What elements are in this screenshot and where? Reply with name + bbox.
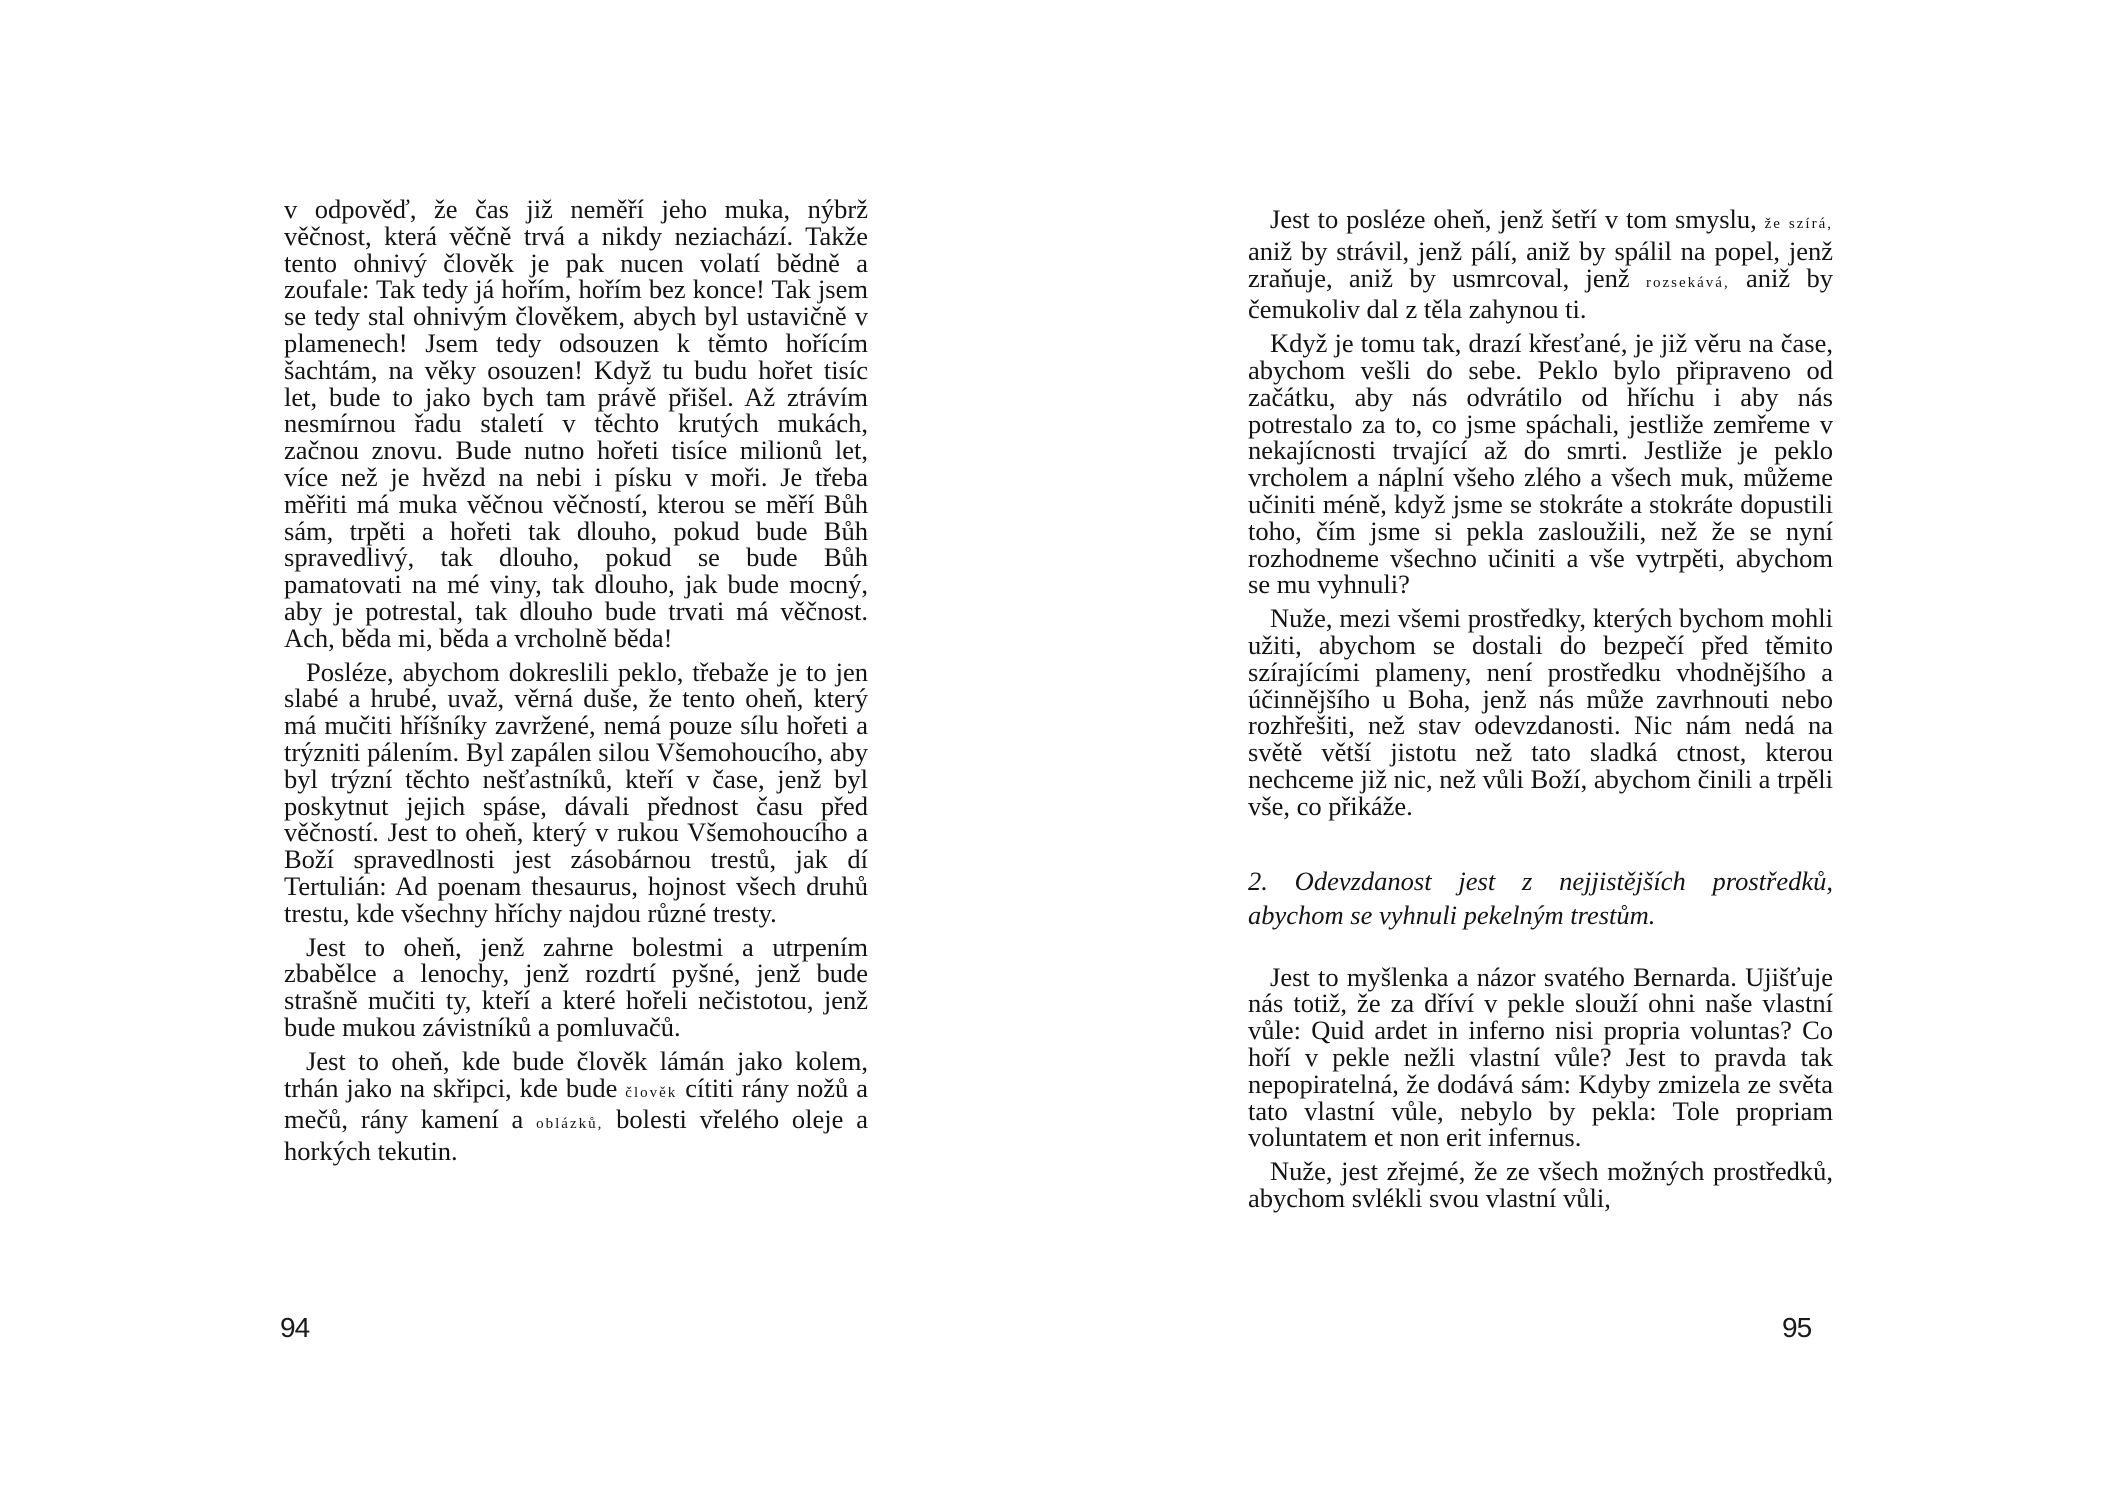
paragraph: Jest to oheň, jenž zahrne bolestmi a utrpením zbabělce a lenochy, jenž rozdrtí pyšné, jenž bude strašně mučiti ty, kteří a které hořeli nečistotou, jenž bude mukou závistníků a pomluvačů. <box>284 931 868 1042</box>
paragraph <box>284 1045 869 1167</box>
right-page <box>1058 0 2116 1500</box>
text-run: aniž by čemukoliv dal z těla zahynou ti. <box>1248 262 1833 325</box>
paragraph: Nuže, mezi všemi prostředky, kterých bychom mohli užiti, abychom se dostali do bezpečí před těmito szírajícími plameny, není prostředku vhodnějšího a účinnějšího u Boha, jenž nás může zavrhnouti nebo rozhřešiti, než stav odevzdanosti. Nic nám nedá na světě větší jistotu než tato sladká ctnost, kterou nechceme již nic, než vůli Boží, abychom činili a trpěli vše, co přikáže. <box>1248 603 1833 821</box>
page-number: 94 <box>280 1312 310 1343</box>
text-run: Jest to oheň, kde bude člověk lámán jako kolem, trhán jako na skřipci, kde bude <box>284 1045 868 1103</box>
right-text-column <box>1248 206 1833 1212</box>
paragraph: Nuže, jest zřejmé, že ze všech možných prostředků, abychom svlékli svou vlastní vůli, <box>1248 1156 1833 1213</box>
paragraph: Posléze, abychom dokreslili peklo, třebaže je to jen slabé a hrubé, uvaž, věrná duše, že tento oheň, který má mučiti hříšníky zavržené, nemá pouze sílu hořeti a trýzniti pálením. Byl zapálen silou Všemohoucího, aby byl trýzní těchto nešťastníků, kteří v čase, jenž byl poskytnut jejich spáse, dávali přednost času před věčností. Jest to oheň, který v rukou Všemohoucího a Boží spravedlnosti jest zásobárnou trestů, jak dí Tertulián: Ad poenam thesaurus, hojnost všech druhů trestu, kde všechny hříchy najdou různé tresty. <box>284 656 868 928</box>
paragraph <box>1248 206 1833 323</box>
small-spaced-word: že szírá, <box>1764 216 1833 232</box>
small-spaced-word: rozsekává, <box>1646 274 1730 291</box>
text-run: bolesti vřelého oleje a horkých tekutin. <box>284 1104 869 1167</box>
small-spaced-word: člověk <box>625 1084 678 1101</box>
paragraph: Jest to myšlenka a názor svatého Bernarda. Ujišťuje nás totiž, že za dříví v pekle slouží ohni naše vlastní vůle: Quid ardet in inferno nisi propria voluntas? Co hoří v pekle nežli vlastní vůle? Jest to pravda tak nepopiratelná, že dodává sám: Kdyby zmizela ze světa tato vlastní vůle, nebylo by pekla: Tole propriam voluntatem et non erit infernus. <box>1248 961 1833 1153</box>
left-text-column <box>284 196 868 1165</box>
text-run: aniž by strávil, jenž pálí, aniž by spálil na popel, jenž zraňuje, aniž by usmrcoval, jenž <box>1248 235 1833 293</box>
section-heading: 2. Odevzdanost jest z nejjistějších prostředků, abychom se vyhnuli pekelným trestům. <box>1248 865 1833 930</box>
paragraph: Když je tomu tak, drazí křesťané, je již věru na čase, abychom vešli do sebe. Peklo bylo připraveno od začátku, aby nás odvrátilo od hříchu i aby nás potrestalo za to, co jsme spáchali, jestliže zemřeme v nekajícnosti trvající až do smrti. Jestliže je peklo vrcholem a náplní všeho zlého a všech muk, můžeme učiniti méně, když jsme se stokráte a stokráte dopustili toho, čím jsme si pekla zasloužili, než že se nyní rozhodneme všechno učiniti a vše vytrpěti, abychom se mu vyhnuli? <box>1248 328 1833 600</box>
page-number: 95 <box>1782 1312 1812 1343</box>
text-run: Jest to posléze oheň, jenž šetří v tom smyslu, <box>1270 204 1765 234</box>
paragraph: v odpověď, že čas již neměří jeho muka, nýbrž věčnost, která věčně trvá a nikdy neziachází. Takže tento ohnivý člověk je pak nucen volatí bědně a zoufale: Tak tedy já hořím, hořím bez konce! Tak jsem se tedy stal ohnivým člověkem, abych byl ustavičně v plamenech! Jsem tedy odsouzen k těmto hořícím šachtám, na věky osouzen! Když tu budu hořet tisíc let, bude to jako bych tam právě přišel. Až ztrávím nesmírnou řadu staletí v těchto krutých mukách, začnou znovu. Bude nutno hořeti tisíce milionů let, více než je hvězd na nebi i písku v moři. Je třeba měřiti má muka věčnou věčností, kterou se měří Bůh sám, trpěti a hořeti tak dlouho, pokud bude Bůh spravedlivý, tak dlouho, pokud se bude Bůh pamatovati na mé viny, tak dlouho, jak bude mocný, aby je potrestal, tak dlouho bude trvati má věčnost. Ach, běda mi, běda a vrcholně běda! <box>284 194 868 653</box>
small-spaced-word: oblázků, <box>536 1116 604 1133</box>
text-run: cítiti rány nožů a mečů, rány kamení a <box>284 1072 869 1135</box>
